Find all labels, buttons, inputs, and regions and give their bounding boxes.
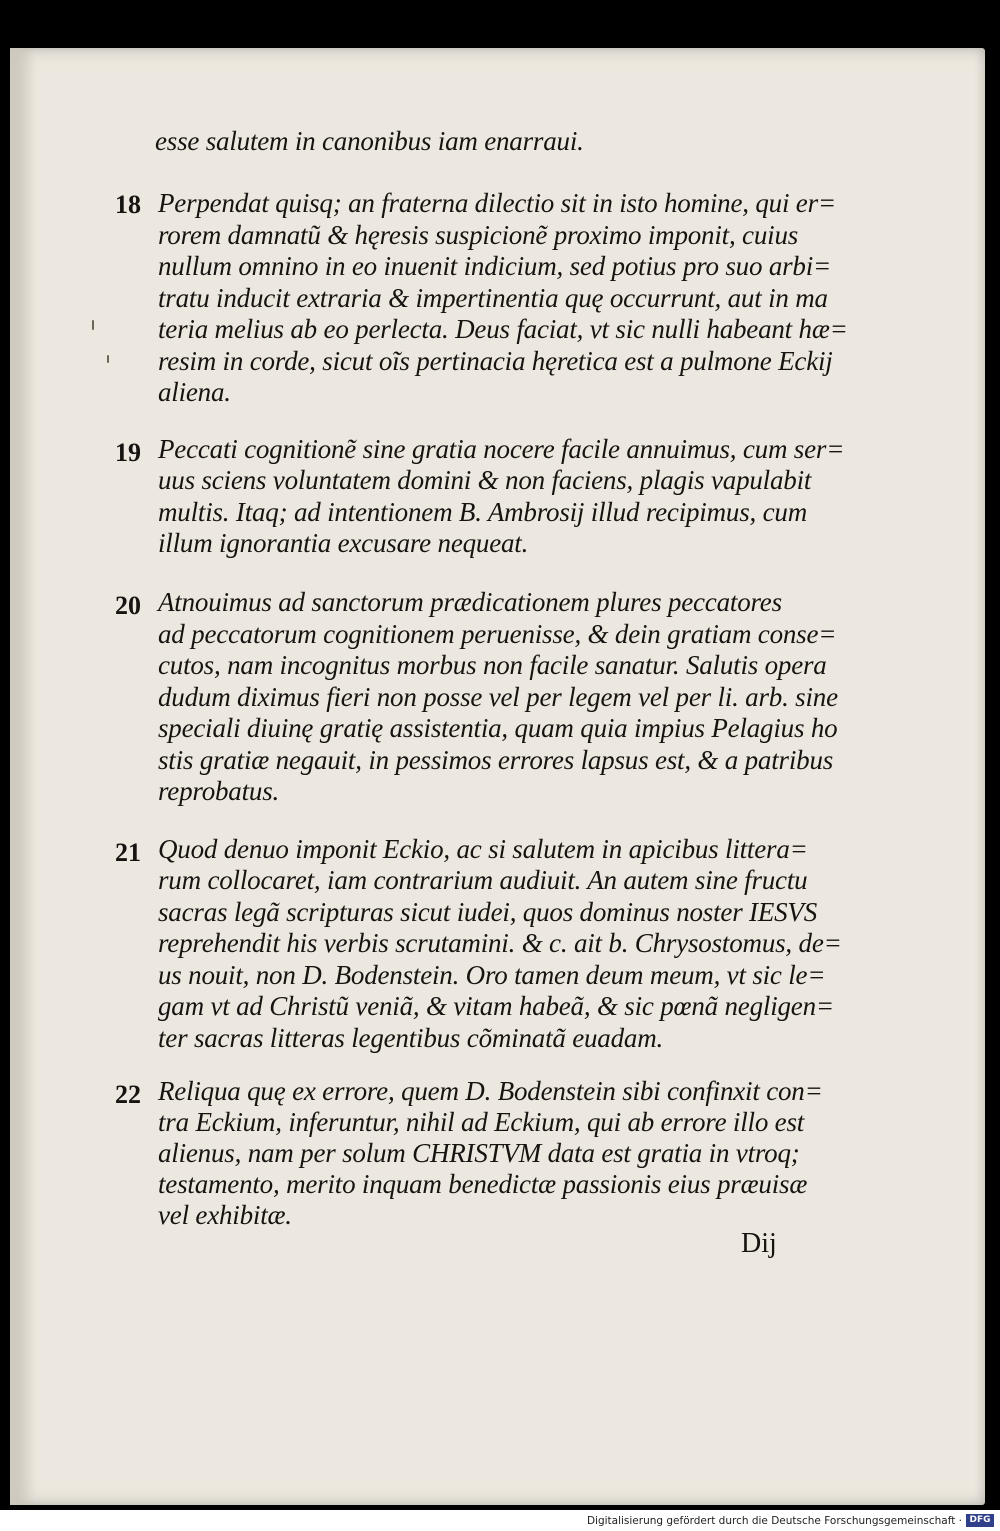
text-line: uus sciens voluntatem domini & non faciens, plagis vapulabit [158,465,812,495]
text-line: aliena. [158,377,231,407]
text-line: Peccati cognitionẽ sine gratia nocere facile annuimus, cum ser= [158,434,845,464]
text-line: reprobatus. [158,776,280,806]
text-line: rorem damnatũ & hęresis suspicionẽ proximo imponit, cuius [158,220,799,250]
page-gutter-shadow [10,48,36,1505]
margin-mark [107,355,109,363]
text-line: reprehendit his verbis scrutamini. & c. ait b. Chrysostomus, de= [158,928,842,958]
text-line: sacras legã scripturas sicut iudei, quos dominus noster IESVS [158,897,818,927]
text-line: Quod denuo imponit Eckio, ac si salutem in apicibus littera= [158,834,808,864]
margin-mark [92,320,94,330]
text-line: Reliqua quę ex errore, quem D. Bodenstein sibi confinxit con= [158,1076,823,1106]
text-line: tratu inducit extraria & impertinentia quę occurrunt, aut in ma [158,283,828,313]
signature-mark: Dij [741,1228,777,1259]
text-line: Atnouimus ad sanctorum prædicationem plures peccatores [158,587,782,617]
text-line: alienus, nam per solum CHRISTVM data est gratia in vtroq; [158,1138,800,1168]
text-line: resim in corde, sicut oĩs pertinacia hęretica est a pulmone Eckij [158,346,833,376]
text-line: gam vt ad Christũ veniã, & vitam habeã, & sic pœnã negligen= [158,991,834,1021]
text-line: us nouit, non D. Bodenstein. Oro tamen deum meum, vt sic le= [158,960,826,990]
text-line: illum ignorantia excusare nequeat. [158,528,529,558]
text-line: testamento, merito inquam benedictæ passionis eius præuisæ [158,1169,808,1199]
text-line: tra Eckium, inferuntur, nihil ad Eckium, qui ab errore illo est [158,1107,805,1137]
text-line: stis gratiæ negauit, in pessimos errores lapsus est, & a patribus [158,745,834,775]
text-line: nullum omnino in eo inuenit indicium, sed potius pro suo arbi= [158,251,832,281]
text-line: vel exhibitæ. [158,1200,292,1230]
text-line: dudum diximus fieri non posse vel per legem vel per li. arb. sine [158,682,838,712]
section-number: 18 [115,190,141,219]
text-line: ad peccatorum cognitionem peruenisse, & dein gratiam conse= [158,619,837,649]
text-line: Perpendat quisq; an fraterna dilectio sit in isto homine, qui er= [158,188,836,218]
text-line: teria melius ab eo perlecta. Deus faciat, vt sic nulli habeant hæ= [158,314,848,344]
text-line: cutos, nam incognitus morbus non facile sanatur. Salutis opera [158,650,827,680]
text-line: ter sacras litteras legentibus cõminatã euadam. [158,1023,664,1053]
text-line: speciali diuinę gratię assistentia, quam quia impius Pelagius ho [158,713,838,743]
text-line: rum collocaret, iam contrarium audiuit. An autem sine fructu [158,865,808,895]
section-number: 21 [115,838,141,867]
section-number: 22 [115,1080,141,1109]
dfg-logo-icon: DFG [966,1514,994,1527]
funding-credit: Digitalisierung gefördert durch die Deutsche Forschungsgemeinschaft · [586,1515,962,1527]
section-number: 19 [115,438,141,467]
section-number: 20 [115,591,141,620]
intro-line: esse salutem in canonibus iam enarraui. [155,126,584,156]
text-line: multis. Itaq; ad intentionem B. Ambrosij illud recipimus, cum [158,497,807,527]
